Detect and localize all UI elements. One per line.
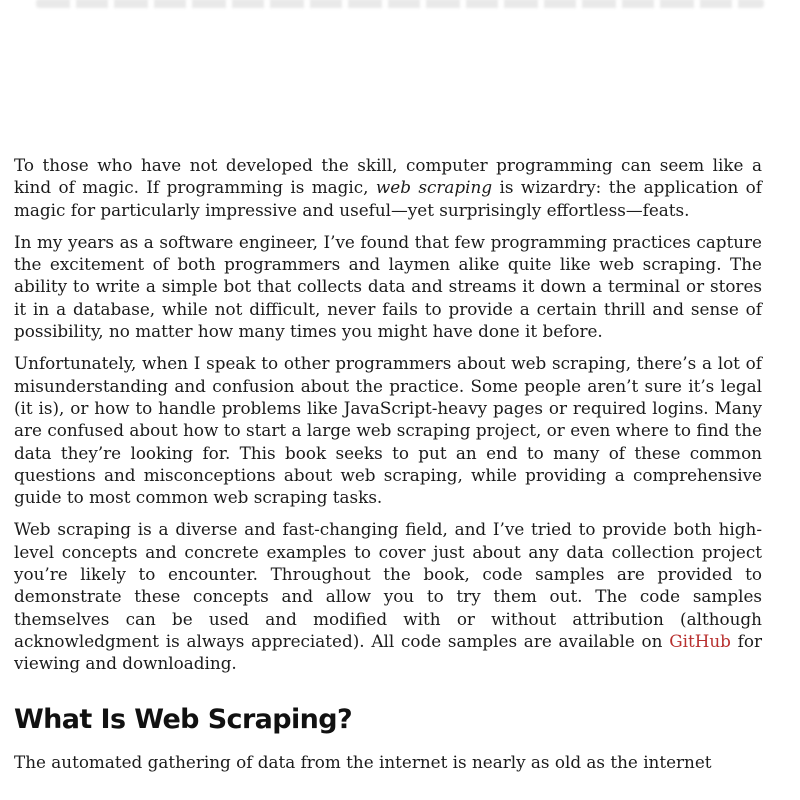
paragraph-misconceptions: Unfortunately, when I speak to other programmers about web scraping, there’s a lot of misunderstanding and confusion about the practice. Some people aren’t sure it’s legal (it is), or how to handle problems like JavaScript-heavy pages or required logins. Many are confused about how to start a large web scraping project, or even where to find the data they’re looking for. This book seeks to put an end to many of these common questions and misconceptions about web scraping, while providing a comprehensive guide to most common web scraping tasks.: [14, 353, 762, 508]
paragraph-code-samples-text-start: Web scraping is a diverse and fast-changing field, and I’ve tried to provide both high-level concepts and concrete examples to cover just about any data collection project you’re likely to encounter. Throughout the book, code samples are provided to demonstrate these concepts and allow you to try them out. The code samples themselves can be used and modified with or without attribution (although acknowledgment is always appreciated). All code samples are available on: [14, 519, 762, 651]
paragraph-intro-text-start: To those who have not developed the skill, computer programming can seem like a kind of magic. If programming is magic,: [14, 155, 762, 198]
web-scraping-emphasis: web scraping: [375, 177, 493, 198]
github-link[interactable]: GitHub: [669, 630, 731, 651]
paragraph-code-samples: [14, 518, 762, 674]
section-heading: What Is Web Scraping?: [14, 703, 353, 735]
page-content: [14, 154, 762, 773]
paragraph-intro: [14, 154, 762, 221]
previous-page-bleed-through: [36, 0, 764, 16]
paragraph-experience: In my years as a software engineer, I’ve found that few programming practices capture the excitement of both programmers and laymen alike quite like web scraping. The ability to write a simple bot that collects data and streams it down a terminal or stores it in a database, while not difficult, never fails to provide a certain thrill and sense of possibility, no matter how many times you might have done it before.: [14, 231, 762, 342]
section-first-line: The automated gathering of data from the internet is nearly as old as the internet: [14, 751, 712, 772]
paragraph-code-samples-text-end: for viewing and downloading.: [14, 630, 762, 674]
paragraph-intro-text-end: is wizardry: the application of magic for particularly impressive and useful—yet surprisingly effortless—feats.: [14, 177, 762, 220]
